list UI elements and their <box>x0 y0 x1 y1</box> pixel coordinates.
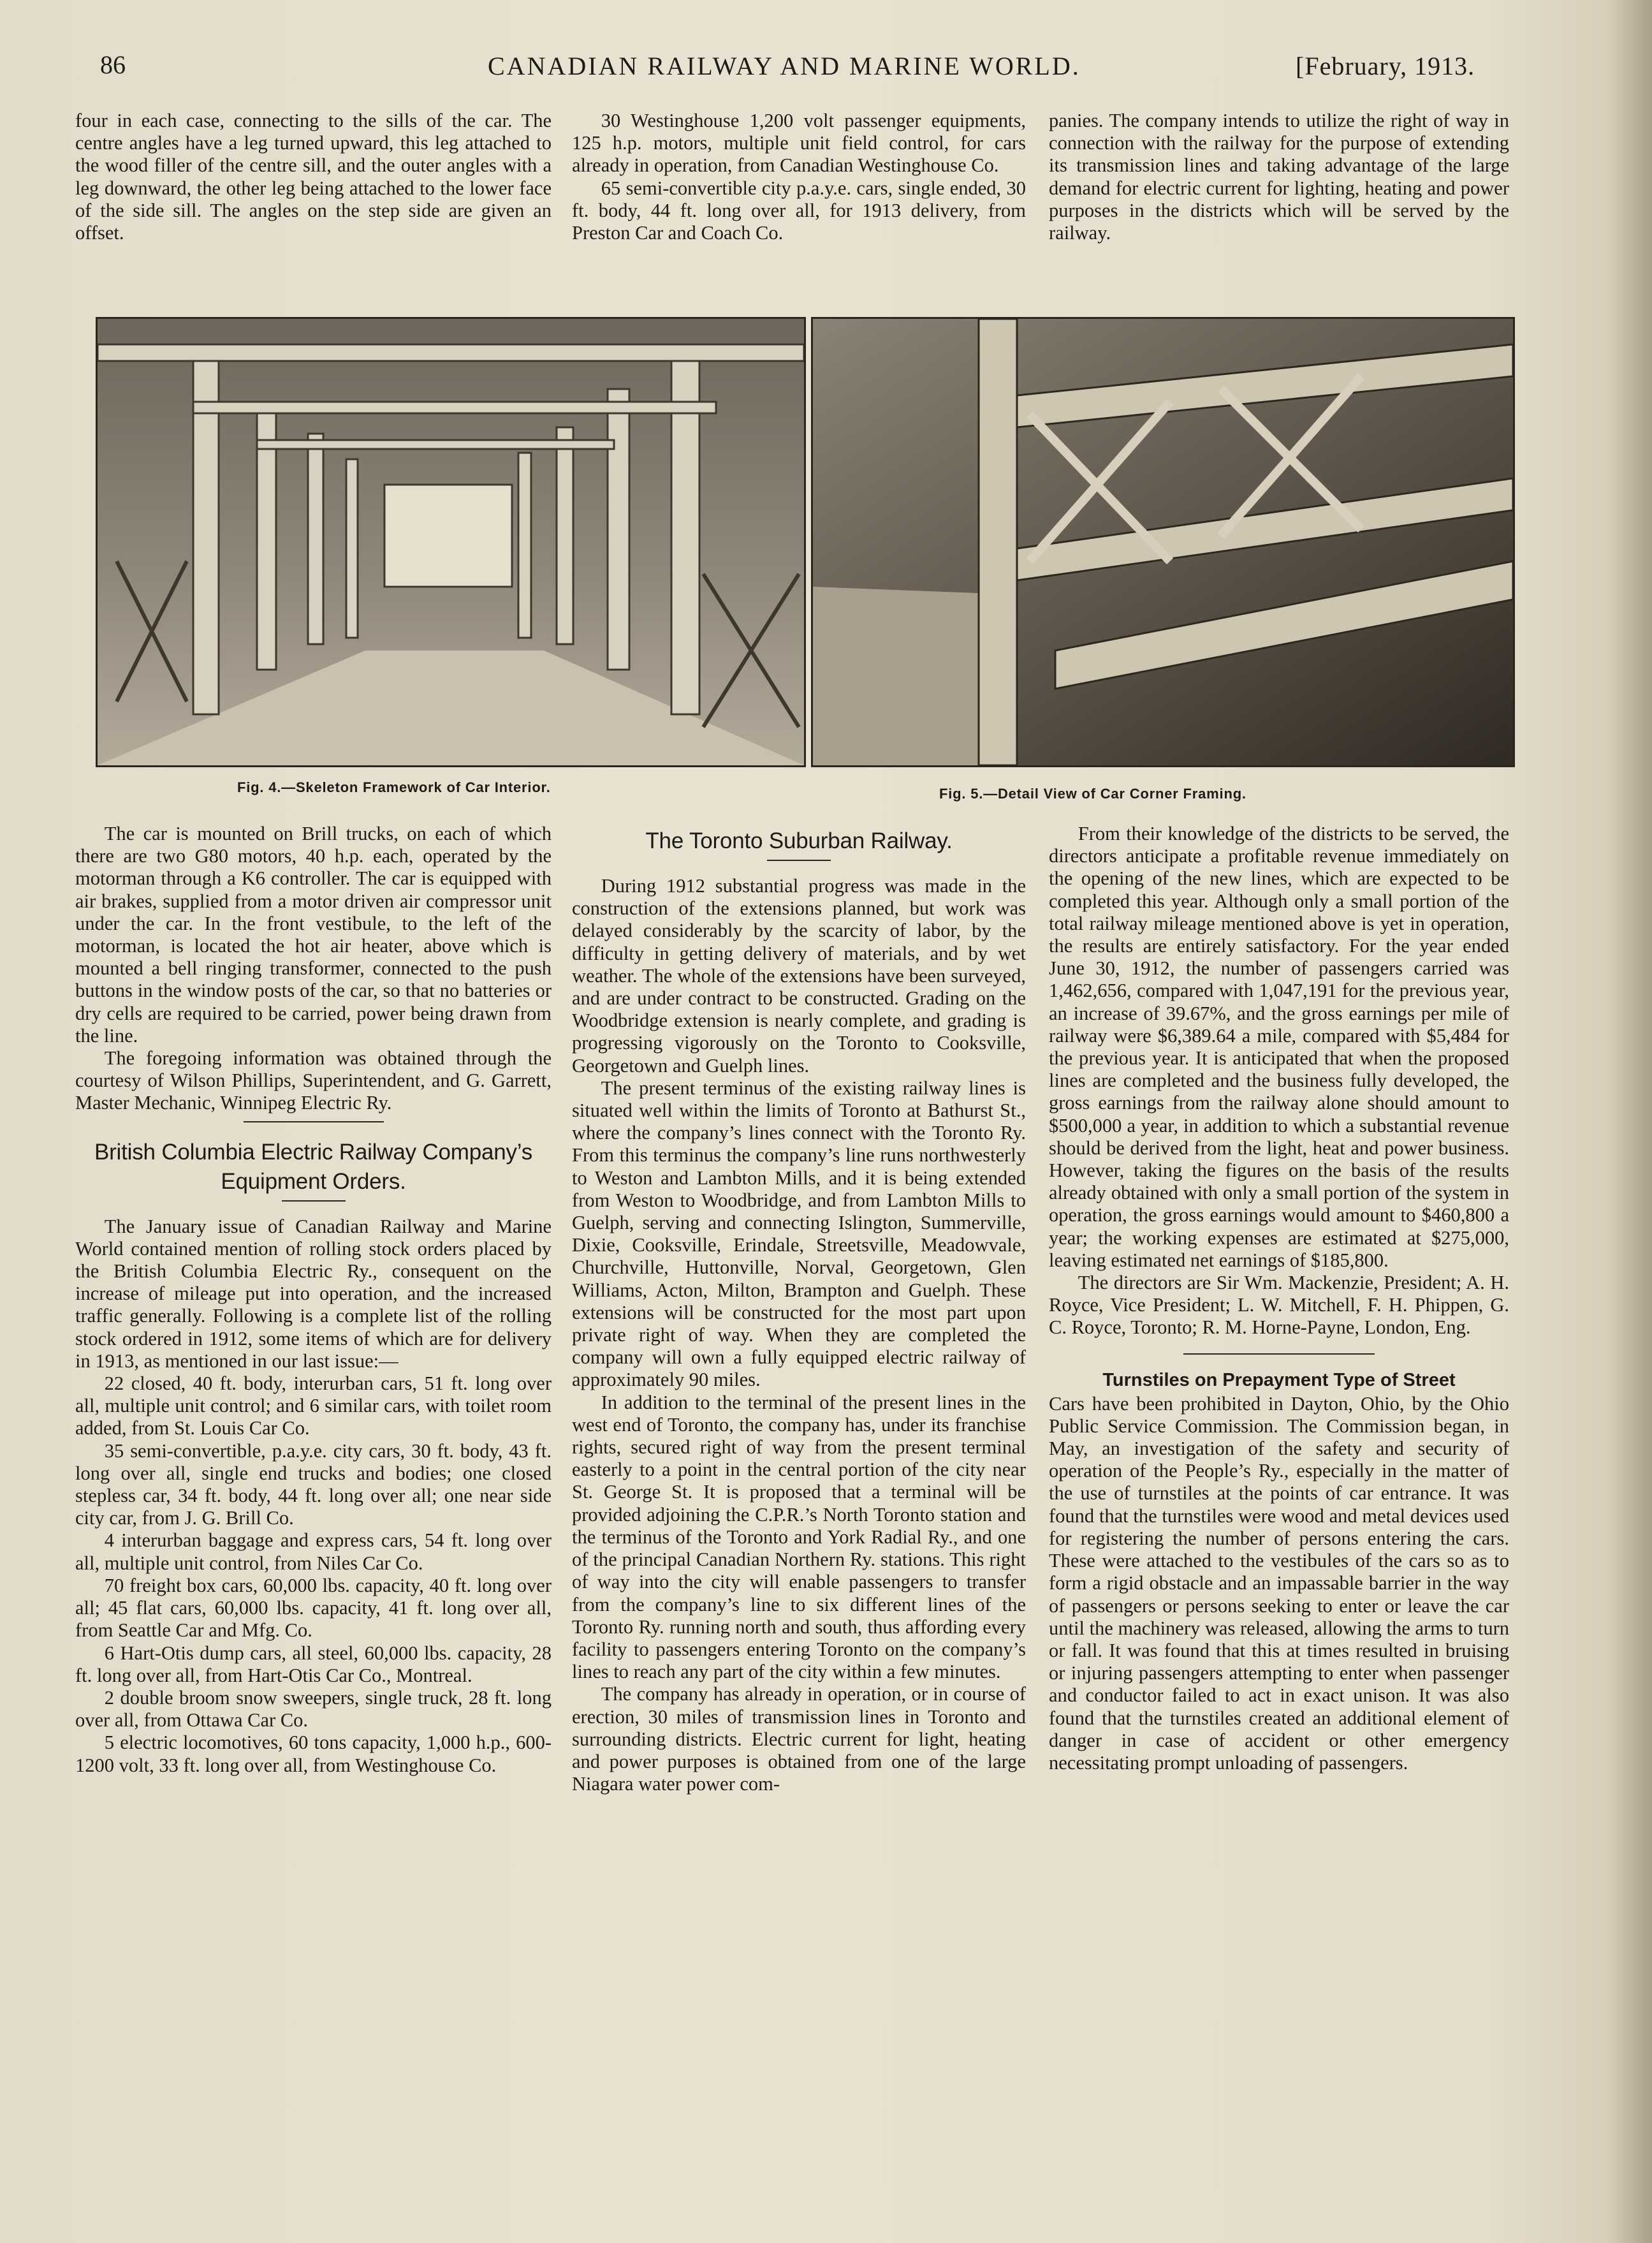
list-item: 5 electric locomotives, 60 tons capacity, 1,000 h.p., 600-1200 volt, 33 ft. long over all, from Westinghouse Co. <box>75 1732 552 1776</box>
top-column-1 <box>75 110 552 244</box>
article-heading: Turnstiles on Prepayment Type of Street <box>1102 1369 1456 1390</box>
top-column-3 <box>1049 110 1509 244</box>
journal-title: CANADIAN RAILWAY AND MARINE WORLD. <box>488 52 1081 80</box>
paragraph: 65 semi-convertible city p.a.y.e. cars, single ended, 30 ft. body, 44 ft. long over all, for 1913 delivery, from Preston Car and Coach Co. <box>572 177 1026 244</box>
figure-4-photo <box>96 317 806 767</box>
paragraph: In addition to the terminal of the present lines in the west end of Toronto, the company has, under its franchise rights, secured right of way from the present terminal easterly to a point in the central portion of the city near St. George St. It is proposed that a terminal will be provided adjoining the C.P.R.’s North Toronto station and the terminus of the Toronto and York Radial Ry., and one of the principal Canadian Northern Ry. stations. This right of way into the city will enable passengers to transfer from the company’s line to six different lines of the Toronto Ry. running north and south, thus affording every facility to passengers entering Toronto on the company’s lines to reach any part of the city within a few minutes. <box>572 1391 1026 1683</box>
list-item: 22 closed, 40 ft. body, interurban cars, 51 ft. long over all, multiple unit control; and 6 similar cars, with toilet room added, from St. Louis Car Co. <box>75 1372 552 1439</box>
paragraph: The foregoing information was obtained through the courtesy of Wilson Phillips, Superintendent, and G. Garrett, Master Mechanic, Winnipeg Electric Ry. <box>75 1047 552 1114</box>
heading-rule <box>767 860 831 861</box>
figure-5-caption: Fig. 5.—Detail View of Car Corner Framing. <box>939 786 1246 802</box>
column-2 <box>572 823 1026 1795</box>
paragraph: During 1912 substantial progress was made in the construction of the extensions planned, but work was delayed considerably by the scarcity of labor, by the difficulty in getting delivery of materials, and by wet weather. The whole of the extensions have been surveyed, and are under contract to be constructed. Grading on the Woodbridge extension is nearly complete, and grading is progressing vigorously on the Toronto to Cooksville, Georgetown and Guelph lines. <box>572 875 1026 1077</box>
paragraph: panies. The company intends to utilize the right of way in connection with the railway for the purpose of extending its transmission lines and taking advantage of the large demand for electric current for lighting, heating and power purposes in the districts which will be served by the railway. <box>1049 110 1509 244</box>
running-header <box>0 50 1652 88</box>
paragraph: Cars have been prohibited in Dayton, Ohio, by the Ohio Public Service Commission. The Commission began, in May, an investigation of the safety and security of operation of the People’s Ry., especially in the matter of the use of turnstiles at the points of car entrance. It was found that the turnstiles were wood and metal devices used for registering the number of persons entering the cars. These were attached to the vestibules of the cars so as to form a rigid obstacle and an impassable barrier in the way of passengers or persons seeking to enter or leave the car until the machinery was released, allowing the arms to turn or fall. It was found that this at times resulted in bruising or injuring passengers attempting to enter when passenger and conductor failed to act in exact unison. It was also found that the turnstiles created an additional element of danger in case of accident or other emergency necessitating prompt unloading of passengers. <box>1049 1392 1509 1774</box>
heading-rule <box>282 1200 346 1202</box>
paragraph: four in each case, connecting to the sills of the car. The centre angles have a leg turned upward, this leg attached to the wood filler of the centre sill, and the outer angles with a leg downward, the other leg being attached to the lower face of the side sill. The angles on the step side are given an offset. <box>75 110 552 244</box>
article-heading: British Columbia Electric Railway Company’s Equipment Orders. <box>94 1139 533 1194</box>
top-column-2 <box>572 110 1026 244</box>
column-3 <box>1049 823 1509 1774</box>
article-heading: The Toronto Suburban Railway. <box>645 828 953 853</box>
list-item: 6 Hart-Otis dump cars, all steel, 60,000 lbs. capacity, 28 ft. long over all, from Hart-Otis Car Co., Montreal. <box>75 1642 552 1686</box>
paragraph: The car is mounted on Brill trucks, on each of which there are two G80 motors, 40 h.p. each, operated by the motorman through a K6 controller. The car is equipped with air brakes, supplied from a motor driven air compressor unit under the car. In the front vestibule, to the left of the motorman, is located the hot air heater, above which is mounted a bell ringing transformer, connected to the push buttons in the window posts of the car, so that no batteries or dry cells are required to be carried, power being drawn from the line. <box>75 823 552 1047</box>
list-item: 70 freight box cars, 60,000 lbs. capacity, 40 ft. long over all; 45 flat cars, 60,000 lbs. capacity, 41 ft. long over all, from Seattle Car and Mfg. Co. <box>75 1574 552 1642</box>
figure-4-caption: Fig. 4.—Skeleton Framework of Car Interior. <box>237 779 551 795</box>
page-edge-shadow <box>1607 0 1652 2243</box>
paragraph: 30 Westinghouse 1,200 volt passenger equipments, 125 h.p. motors, multiple unit field control, for cars already in operation, from Canadian Westinghouse Co. <box>572 110 1026 177</box>
paragraph: The directors are Sir Wm. Mackenzie, President; A. H. Royce, Vice President; L. W. Mitchell, F. H. Phippen, G. C. Royce, Toronto; R. M. Horne-Payne, London, Eng. <box>1049 1272 1509 1339</box>
section-rule <box>1183 1353 1375 1355</box>
paragraph: The present terminus of the existing railway lines is situated well within the limits of Toronto at Bathurst St., where the company’s lines connect with the Toronto Ry. From this terminus the company’s line runs northwesterly to Weston and Lambton Mills, and it is being extended from Weston to Woodbridge, and from Lambton Mills to Guelph, serving and connecting Islington, Summerville, Dixie, Cooksville, Erindale, Streetsville, Meadowvale, Churchville, Huttonville, Norval, Georgetown, Glen Williams, Acton, Milton, Brampton and Guelph. These extensions will be constructed for the most part upon private right of way. When they are completed the company will own a fully equipped electric railway of approximately 90 miles. <box>572 1077 1026 1391</box>
section-rule <box>244 1121 384 1122</box>
list-item: 2 double broom snow sweepers, single truck, 28 ft. long over all, from Ottawa Car Co. <box>75 1686 552 1732</box>
figure-5-photo <box>811 317 1515 767</box>
paragraph: From their knowledge of the districts to be served, the directors anticipate a profitable revenue immediately on the opening of the new lines, which are expected to be completed this year. Although only a small portion of the total railway mileage mentioned above is yet in operation, the results are entirely satisfactory. For the year ended June 30, 1912, the number of passengers carried was 1,462,656, compared with 1,047,191 for the previous year, an increase of 39.67%, and the gross earnings per mile of railway were $6,389.64 a mile, compared with $5,484 for the previous year. It is anticipated that when the proposed lines are completed and the business fully developed, the gross earnings from the railway alone should amount to $500,000 a year, in addition to which a substantial revenue should be derived from the light, heat and power business. However, taking the figures on the basis of the results already obtained with only a small portion of the system in operation, the gross earnings would amount to $460,800 a year; the working expenses are estimated at $275,000, leaving estimated net earnings of $185,800. <box>1049 823 1509 1271</box>
list-item: 4 interurban baggage and express cars, 54 ft. long over all, multiple unit control, from Niles Car Co. <box>75 1529 552 1574</box>
page-number: 86 <box>100 50 126 79</box>
issue-date: [February, 1913. <box>1296 52 1475 80</box>
column-1 <box>75 823 552 1777</box>
list-item: 35 semi-convertible, p.a.y.e. city cars, 30 ft. body, 43 ft. long over all, single end trucks and bodies; one closed stepless car, 34 ft. body, 44 ft. long over all; one near side city car, from J. G. Brill Co. <box>75 1439 552 1529</box>
paragraph: The January issue of Canadian Railway and Marine World contained mention of rolling stock orders placed by the British Columbia Electric Ry., consequent on the increase of mileage put into operation, and the increased traffic generally. Following is a complete list of the rolling stock ordered in 1912, some items of which are for delivery in 1913, as mentioned in our last issue:— <box>75 1215 552 1372</box>
paragraph: The company has already in operation, or in course of erection, 30 miles of transmission lines in Toronto and surrounding districts. Electric current for light, heating and power purposes is obtained from one of the large Niagara water power com- <box>572 1683 1026 1795</box>
